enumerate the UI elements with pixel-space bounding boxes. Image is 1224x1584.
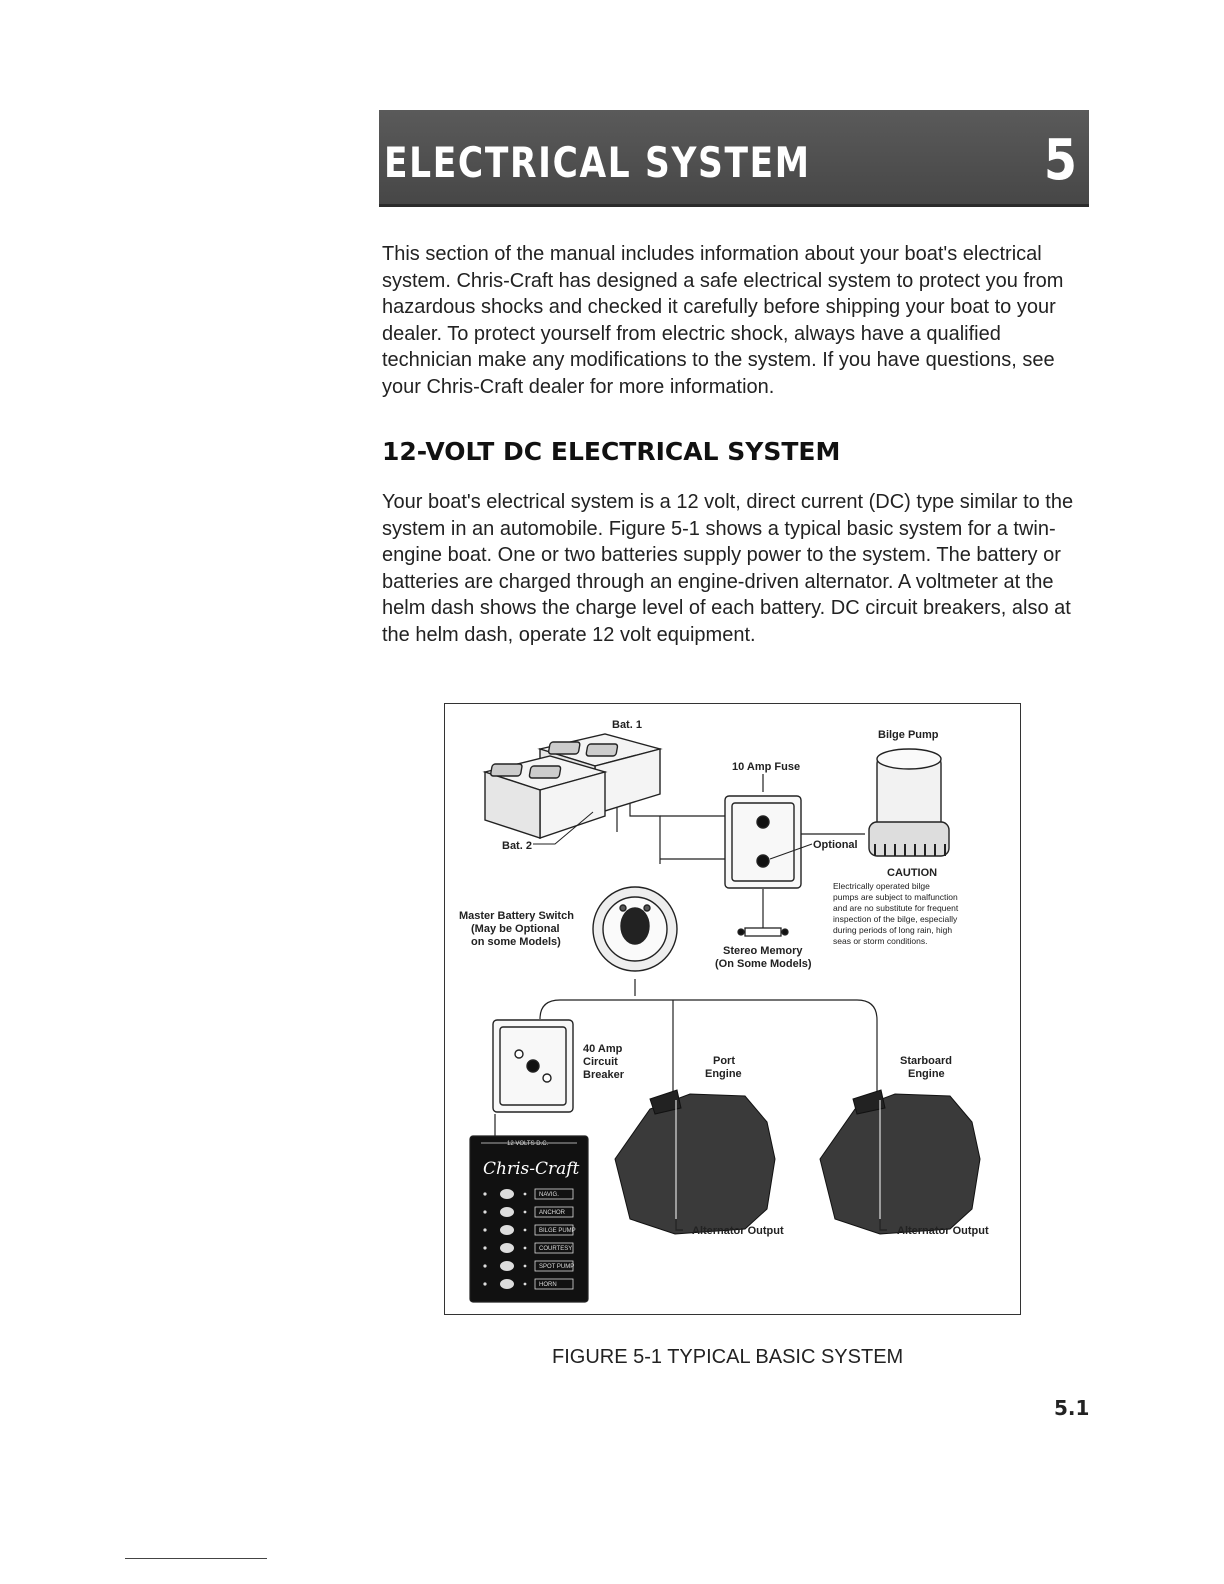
label-alt-output-stbd: Alternator Output bbox=[897, 1225, 989, 1237]
caution-line-6: seas or storm conditions. bbox=[833, 936, 928, 946]
starboard-engine bbox=[820, 1090, 980, 1234]
figure-caption: FIGURE 5-1 TYPICAL BASIC SYSTEM bbox=[552, 1346, 904, 1368]
helm-switch-panel bbox=[470, 1136, 588, 1302]
label-breaker-1: 40 Amp bbox=[583, 1043, 623, 1055]
wiring-diagram bbox=[445, 704, 1020, 1314]
panel-switch-2: ANCHOR bbox=[539, 1210, 566, 1216]
caution-line-2: pumps are subject to malfunction bbox=[833, 892, 958, 902]
label-alt-output-port: Alternator Output bbox=[692, 1225, 784, 1237]
label-bilge-pump: Bilge Pump bbox=[878, 729, 939, 741]
chapter-number: 5 bbox=[1043, 128, 1078, 193]
figure-5-1 bbox=[444, 703, 1021, 1315]
section-heading: 12-VOLT DC ELECTRICAL SYSTEM bbox=[382, 437, 841, 466]
panel-switch-4: COURTESY bbox=[539, 1246, 573, 1252]
label-bat1: Bat. 1 bbox=[612, 719, 642, 731]
label-port-engine-1: Port bbox=[713, 1055, 735, 1067]
caution-title: CAUTION bbox=[887, 867, 938, 879]
circuit-breaker-box bbox=[493, 1020, 573, 1112]
label-master-switch-1: Master Battery Switch bbox=[459, 910, 574, 922]
panel-brand: Chris-Craft bbox=[483, 1159, 580, 1179]
panel-switch-5: SPOT PUMP bbox=[539, 1264, 575, 1270]
label-master-switch-2: (May be Optional bbox=[471, 923, 560, 935]
label-stereo-memory-2: (On Some Models) bbox=[715, 958, 812, 970]
panel-header: 12 VOLTS D.C. bbox=[507, 1141, 549, 1147]
battery-bat2 bbox=[485, 756, 605, 838]
fuse-box bbox=[725, 796, 801, 888]
caution-line-4: inspection of the bilge, especially bbox=[833, 914, 958, 924]
bilge-pump bbox=[869, 749, 949, 856]
section-paragraph: Your boat's electrical system is a 12 volt, direct current (DC) type similar to the system in an automobile. Figure 5-1 shows a typical basic system for a twin-engine boat. One or two batteries supply power to the system. The battery or batteries are charged through an engine-driven alternator. A voltmeter at the helm dash shows the charge level of each battery. DC circuit breakers, also at the helm dash, operate 12 volt equipment. bbox=[382, 491, 1074, 646]
master-battery-switch bbox=[593, 887, 677, 971]
label-breaker-3: Breaker bbox=[583, 1069, 624, 1081]
caution-line-5: during periods of long rain, high bbox=[833, 925, 953, 935]
stereo-memory-fuse bbox=[738, 928, 788, 936]
panel-switch-3: BILGE PUMP bbox=[539, 1228, 576, 1234]
label-port-engine-2: Engine bbox=[705, 1068, 742, 1080]
panel-switch-6: HORN bbox=[539, 1282, 557, 1288]
label-starboard-engine-2: Engine bbox=[908, 1068, 945, 1080]
footnote-rule bbox=[125, 1558, 267, 1559]
label-starboard-engine-1: Starboard bbox=[900, 1055, 952, 1067]
page-number: 5.1 bbox=[1054, 1396, 1090, 1420]
caution-line-3: and are no substitute for frequent bbox=[833, 903, 959, 913]
intro-paragraph: This section of the manual includes information about your boat's electrical system. Chris-Craft has designed a safe electrical system to protect you from hazardous shocks and checked it carefully before shipping your boat to your dealer. To protect yourself from electric shock, always have a qualified technician make any modifications to the system. If you have questions, see your Chris-Craft dealer for more information. bbox=[382, 243, 1064, 398]
panel-switch-1: NAVIG. bbox=[539, 1192, 559, 1198]
label-master-switch-3: on some Models) bbox=[471, 936, 561, 948]
port-engine bbox=[615, 1090, 775, 1234]
label-bat2: Bat. 2 bbox=[502, 840, 532, 852]
caution-line-1: Electrically operated bilge bbox=[833, 881, 930, 891]
label-stereo-memory-1: Stereo Memory bbox=[723, 945, 803, 957]
label-breaker-2: Circuit bbox=[583, 1056, 618, 1068]
label-fuse: 10 Amp Fuse bbox=[732, 761, 801, 773]
label-optional: Optional bbox=[813, 839, 858, 851]
chapter-title: ELECTRICAL SYSTEM bbox=[384, 138, 811, 187]
